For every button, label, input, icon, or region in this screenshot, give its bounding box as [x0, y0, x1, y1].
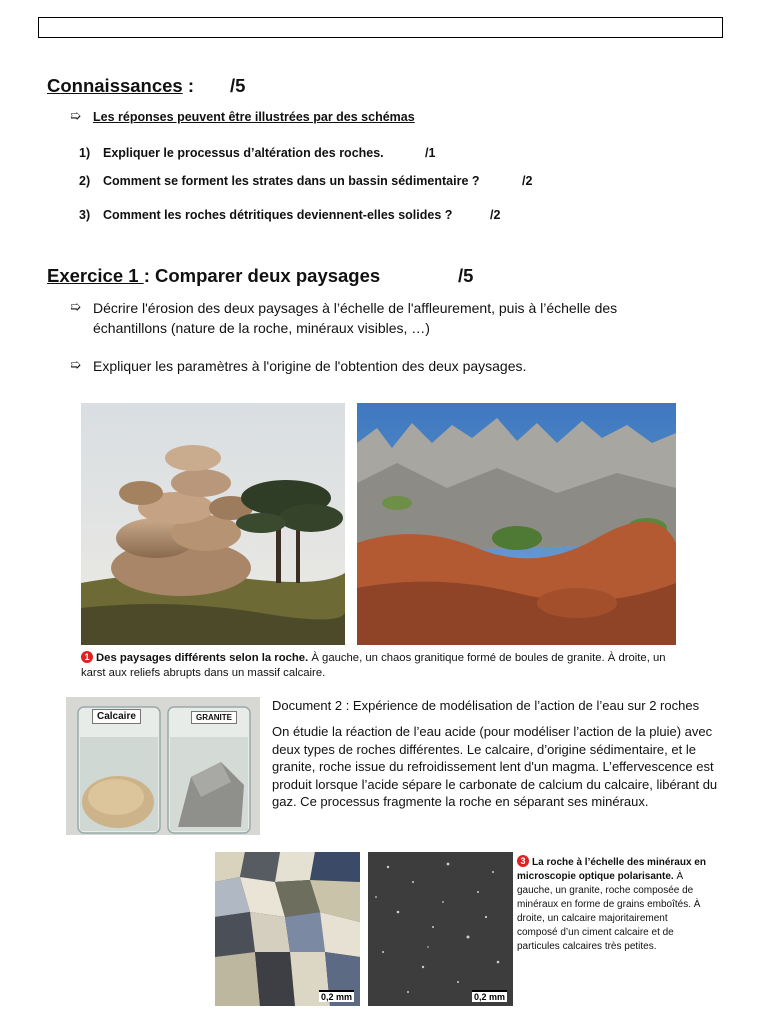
instruction-text: Expliquer les paramètres à l'origine de l'obtention des deux paysages.: [93, 358, 527, 374]
question-points: /2: [490, 208, 501, 222]
beaker-experiment-photo: [66, 697, 260, 835]
exercise-title: Exercice 1 : Comparer deux paysages: [47, 265, 381, 286]
karst-limestone-photo: [357, 403, 676, 645]
arrow-icon: ➯: [70, 108, 81, 123]
arrow-icon: ➯: [70, 299, 81, 314]
exercise-points: /5: [458, 265, 474, 286]
section-title-connaissances: Connaissances :: [47, 75, 195, 96]
question-number: 2): [79, 174, 91, 188]
section-note: Les réponses peuvent être illustrées par des schémas: [93, 110, 415, 124]
scale-bar-label: 0,2 mm: [320, 992, 352, 1002]
figure-number-badge: 3: [517, 855, 529, 867]
question-text: Expliquer le processus d’altération des roches.: [103, 146, 384, 160]
section-points: /5: [230, 75, 246, 96]
question-points: /1: [425, 146, 436, 160]
granite-microscope-image: [215, 852, 360, 1006]
question-number: 3): [79, 208, 91, 222]
beaker-label-calcaire: Calcaire: [92, 709, 141, 724]
question-text: Comment les roches détritiques deviennent-elles solides ?: [103, 208, 453, 222]
arrow-icon: ➯: [70, 357, 81, 372]
limestone-microscope-image: [368, 852, 513, 1006]
instruction-text: Décrire l'érosion des deux paysages à l’échelle de l'affleurement, puis à l’échelle des échantillons (nature de la roche, minéraux visibles, …): [93, 300, 618, 336]
document2-body: On étudie la réaction de l’eau acide (pour modéliser l’action de la pluie) avec deux types de roches différentes. Le calcaire, d’origine sédimentaire, et le granite, roche issue du refroidissement lent d'un magma. L’effervescence est produit lorsque l’acide sépare le carbonate de calcium du calcaire, libérant du gaz. Ce processus fragmente la roche en séparant ses minéraux.: [272, 724, 718, 810]
document2-title: Document 2 : Expérience de modélisation de l’action de l’eau sur 2 roches: [272, 698, 700, 713]
figure3-caption: 3 La roche à l’échelle des minéraux en microscopie optique polarisante. À gauche, un granite, roche composée de minéraux en forme de grains emboîtés. À droite, un calcaire majoritairement composé d’un ciment calcaire et de particules calcaires très petites.: [517, 856, 706, 952]
granite-chaos-photo: [81, 403, 345, 645]
question-number: 1): [79, 146, 91, 160]
header-box: [38, 17, 723, 38]
figure-number-badge: 1: [81, 651, 93, 663]
beaker-label-granite: GRANITE: [191, 711, 237, 724]
question-points: /2: [522, 174, 533, 188]
figure1-caption: 1 Des paysages différents selon la roche. À gauche, un chaos granitique formé de boules de granite. À droite, un karst aux reliefs abrupts dans un massif calcaire.: [81, 652, 666, 679]
scale-bar-label: 0,2 mm: [473, 992, 505, 1002]
question-text: Comment se forment les strates dans un bassin sédimentaire ?: [103, 174, 480, 188]
